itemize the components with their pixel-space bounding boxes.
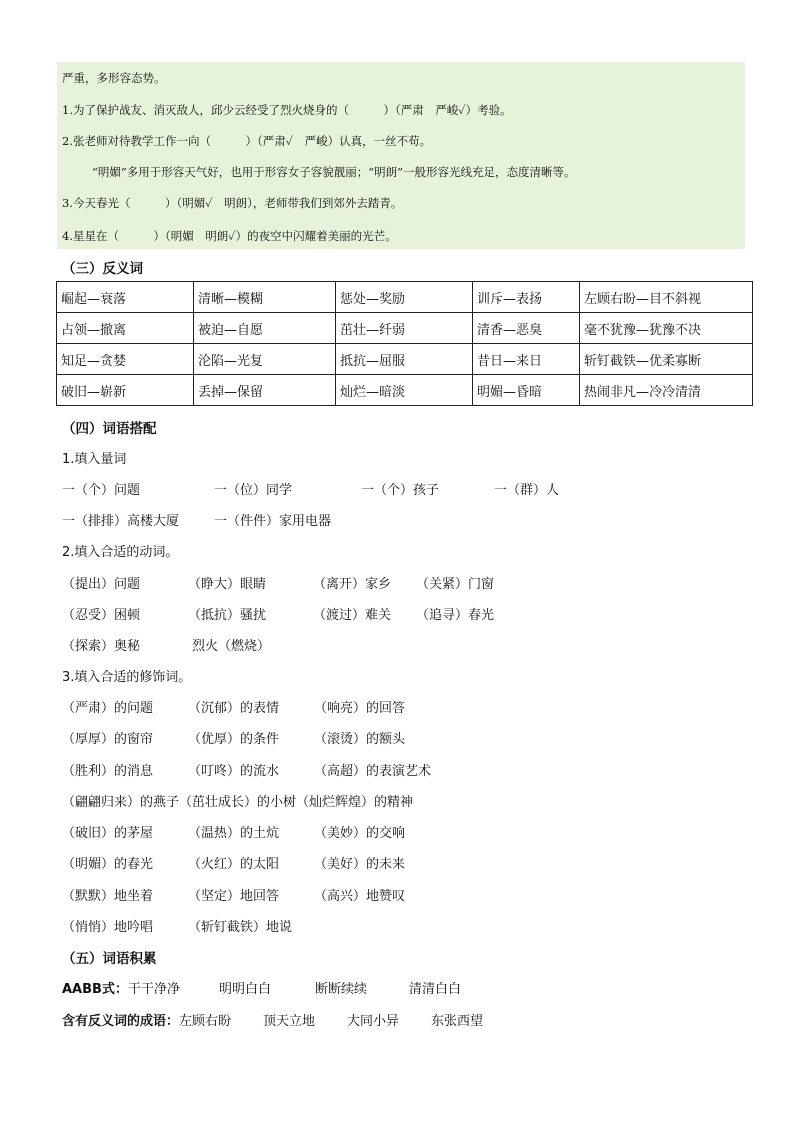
explanation-line: “明媚”多用于形容天气好，也用于形容女子容貌靓丽；“明朗”一般形容光线充足，态度清晰等。 (92, 165, 576, 179)
phrase: 左顾右盼 (179, 1014, 232, 1029)
section-title-accumulation: （五）词语积累 (62, 951, 157, 967)
phrase: （温热）的土炕 (188, 826, 280, 841)
section-title-antonyms: （三）反义词 (62, 261, 143, 277)
table-cell: 崛起—衰落 (57, 282, 194, 313)
table-cell: 沦陷—光复 (194, 344, 336, 375)
phrase: （火红）的太阳 (188, 857, 280, 872)
phrase: （响亮）的回答 (314, 701, 406, 716)
table-row (57, 313, 753, 344)
table-cell: 热闹非凡—冷冷清清 (580, 375, 753, 406)
phrase: （高兴）地赞叹 (314, 889, 406, 904)
antonym-idioms-label: 含有反义词的成语： (62, 1014, 180, 1029)
list-item (62, 728, 405, 747)
table-cell: 毫不犹豫—犹豫不决 (580, 313, 753, 344)
list-item (62, 635, 270, 654)
table-row (57, 375, 753, 406)
phrase: 一（位）同学 (214, 483, 293, 498)
phrase: 一（排排）高楼大厦 (62, 514, 180, 529)
table-cell: 清香—恶臭 (473, 313, 580, 344)
phrase: 一（群）人 (494, 483, 560, 498)
section-title-collocation: （四）词语搭配 (62, 421, 157, 437)
table-row (57, 344, 753, 375)
phrase: 一（件件）家用电器 (214, 514, 332, 529)
subtitle-verbs: 2.填入合适的动词。 (62, 545, 179, 560)
table-cell: 清晰—模糊 (194, 282, 336, 313)
phrase: （渡过）难关 (313, 608, 392, 623)
phrase: （沉郁）的表情 (188, 701, 280, 716)
phrase: 大同小异 (347, 1014, 400, 1029)
phrase: 顶天立地 (263, 1014, 316, 1029)
list-item (62, 510, 331, 529)
phrase: 一（个）问题 (62, 483, 141, 498)
antonym-idioms-line (62, 1010, 483, 1029)
table-cell: 破旧—崭新 (57, 375, 194, 406)
phrase: （优厚）的条件 (188, 732, 280, 747)
list-item: （翩翩归来）的燕子（茁壮成长）的小树（灿烂辉煌）的精神 (62, 795, 414, 810)
table-cell: 斩钉截铁—优柔寡断 (580, 344, 753, 375)
table-cell: 明媚—昏暗 (473, 375, 580, 406)
highlight-box (57, 62, 745, 249)
table-cell: 惩处—奖励 (336, 282, 473, 313)
table-cell: 昔日—来日 (473, 344, 580, 375)
table-cell: 知足—贪婪 (57, 344, 194, 375)
list-item (62, 573, 494, 592)
table-cell: 丢掉—保留 (194, 375, 336, 406)
list-item (62, 916, 292, 935)
phrase: （探索）奥秘 (62, 639, 141, 654)
phrase: （悄悄）地吟唱 (62, 920, 154, 935)
phrase: （追寻）春光 (416, 608, 495, 623)
phrase: （睁大）眼睛 (188, 577, 267, 592)
phrase: （美好）的未来 (314, 857, 406, 872)
table-cell: 训斥—表扬 (473, 282, 580, 313)
list-item (62, 604, 494, 623)
subtitle-measure-words: 1.填入量词 (62, 452, 127, 467)
phrase: （提出）问题 (62, 577, 141, 592)
phrase: 烈火（燃烧） (192, 639, 271, 654)
phrase: （明媚）的春光 (62, 857, 154, 872)
phrase: （胜利）的消息 (62, 764, 154, 779)
phrase: （默默）地坐着 (62, 889, 154, 904)
phrase: （高超）的表演艺术 (314, 764, 432, 779)
antonym-table (56, 281, 753, 406)
table-cell: 占领—撤离 (57, 313, 194, 344)
phrase: （严肃）的问题 (62, 701, 154, 716)
table-cell: 抵抗—屈服 (336, 344, 473, 375)
phrase: （滚烫）的额头 (314, 732, 406, 747)
phrase: （美妙）的交响 (314, 826, 406, 841)
phrase: 清清白白 (408, 982, 461, 997)
note-line: 严重，多形容态势。 (62, 71, 166, 85)
list-item (62, 760, 431, 779)
phrase: （坚定）地回答 (188, 889, 280, 904)
phrase: 干干净净 (127, 982, 180, 997)
table-cell: 茁壮—纤弱 (336, 313, 473, 344)
phrase: （关紧）门窗 (416, 577, 495, 592)
table-cell: 灿烂—暗淡 (336, 375, 473, 406)
phrase: 一（个）孩子 (361, 483, 440, 498)
phrase: 断断续续 (314, 982, 367, 997)
phrase: 东张西望 (431, 1014, 484, 1029)
phrase: （叮咚）的流水 (188, 764, 280, 779)
phrase: （破旧）的茅屋 (62, 826, 154, 841)
phrase: 明明白白 (218, 982, 271, 997)
aabb-line (62, 978, 461, 997)
table-row (57, 282, 753, 313)
aabb-label: AABB式： (62, 982, 128, 997)
list-item (62, 853, 405, 872)
exercise-line-1: 1.为了保护战友、消灭敌人，邱少云经受了烈火烧身的（ ）（严肃 严峻✓）考验。 (62, 103, 512, 117)
phrase: （抵抗）骚扰 (188, 608, 267, 623)
table-cell: 被迫—自愿 (194, 313, 336, 344)
list-item (62, 697, 405, 716)
list-item (62, 885, 405, 904)
exercise-line-4: 4.星星在（ ）（明媚 明朗✓）的夜空中闪耀着美丽的光芒。 (62, 229, 397, 243)
phrase: （厚厚）的窗帘 (62, 732, 154, 747)
exercise-line-2: 2.张老师对待教学工作一向（ ）（严肃✓ 严峻）认真，一丝不苟。 (62, 134, 432, 148)
subtitle-modifiers: 3.填入合适的修饰词。 (62, 670, 192, 685)
table-cell: 左顾右盼—目不斜视 (580, 282, 753, 313)
exercise-line-3: 3.今天春光（ ）（明媚✓ 明朗），老师带我们到郊外去踏青。 (62, 196, 403, 210)
phrase: （忍受）困顿 (62, 608, 141, 623)
phrase: （斩钉截铁）地说 (188, 920, 293, 935)
phrase: （离开）家乡 (313, 577, 392, 592)
list-item (62, 479, 559, 498)
list-item (62, 822, 405, 841)
